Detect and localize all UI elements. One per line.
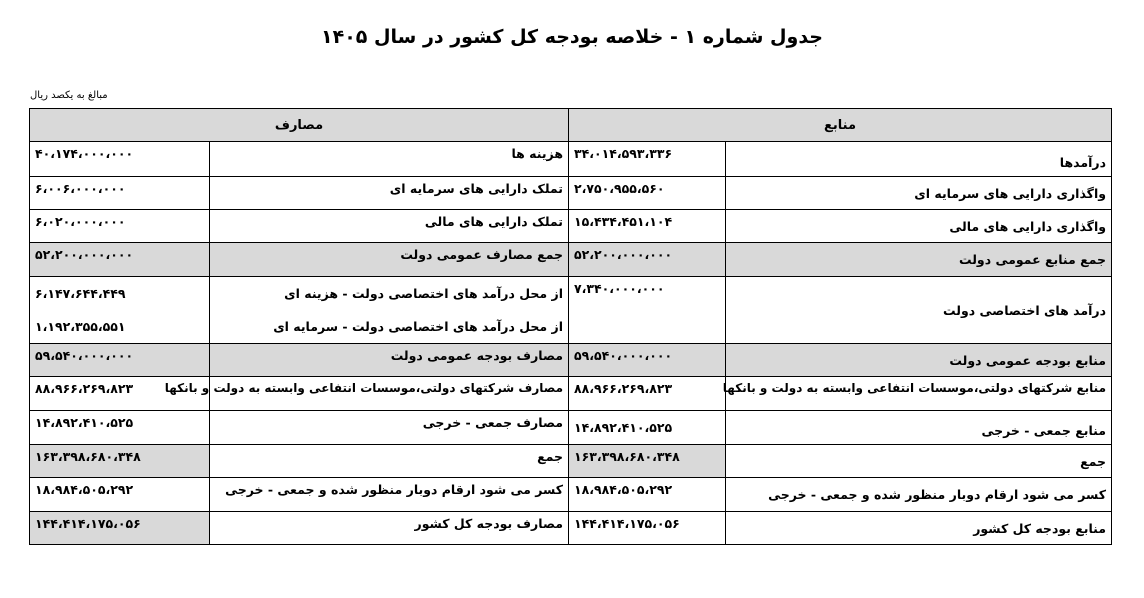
expense-value: ۸۸،۹۶۶،۲۶۹،۸۲۳ [30,377,210,411]
resources-header: منابع [569,109,1112,142]
expense-label: کسر می شود ارقام دوبار منظور شده و جمعی - خرجی [210,478,569,512]
expense-value: ۱۴۴،۴۱۴،۱۷۵،۰۵۶ [30,512,210,545]
resource-label: درآمد های اختصاصی دولت [726,277,1112,344]
expense-value: ۱۸،۹۸۴،۵۰۵،۲۹۲ [30,478,210,512]
expense-label: از محل درآمد های اختصاصی دولت - سرمایه ای [210,310,569,344]
resource-label: منابع بودجه عمومی دولت [726,344,1112,377]
resource-value: ۱۴۴،۴۱۴،۱۷۵،۰۵۶ [569,512,726,545]
expense-label: جمع [210,445,569,478]
resource-value: ۱۵،۴۳۴،۴۵۱،۱۰۴ [569,210,726,243]
expense-label: هزینه ها [210,142,569,177]
total-row [30,445,1112,478]
expense-label: تملک دارایی های مالی [210,210,569,243]
table-row [30,377,1112,411]
subtotal-row [30,243,1112,277]
resource-value: ۷،۳۴۰،۰۰۰،۰۰۰ [569,277,726,344]
unit-note: مبالغ به یکصد ریال [30,90,108,101]
resource-value: ۱۴،۸۹۲،۴۱۰،۵۲۵ [569,411,726,445]
table-header-row [30,109,1112,142]
table-row [30,142,1112,177]
resource-value: ۵۹،۵۴۰،۰۰۰،۰۰۰ [569,344,726,377]
resource-label: منابع جمعی - خرجی [726,411,1112,445]
expense-value: ۵۲،۲۰۰،۰۰۰،۰۰۰ [30,243,210,277]
expense-label: جمع مصارف عمومی دولت [210,243,569,277]
expense-label: مصارف جمعی - خرجی [210,411,569,445]
grand-total-row [30,512,1112,545]
table-row [30,177,1112,210]
special-revenue-row [30,277,1112,310]
expense-value: ۱۴،۸۹۲،۴۱۰،۵۲۵ [30,411,210,445]
expense-label: مصارف بودجه عمومی دولت [210,344,569,377]
table-row [30,478,1112,512]
expenses-header: مصارف [30,109,569,142]
expense-value: ۶،۰۲۰،۰۰۰،۰۰۰ [30,210,210,243]
resource-label: منابع شرکتهای دولتی،موسسات انتفاعی وابسته به دولت و بانکها [726,377,1112,411]
resource-value: ۳۴،۰۱۴،۵۹۳،۳۳۶ [569,142,726,177]
resource-value: ۸۸،۹۶۶،۲۶۹،۸۲۳ [569,377,726,411]
resource-label: واگذاری دارایی های سرمایه ای [726,177,1112,210]
page-title: جدول شماره ۱ - خلاصه بودجه کل کشور در سال ۱۴۰۵ [321,26,823,48]
table-row [30,210,1112,243]
expense-label: از محل درآمد های اختصاصی دولت - هزینه ای [210,277,569,310]
resource-value: ۲،۷۵۰،۹۵۵،۵۶۰ [569,177,726,210]
resource-value: ۱۸،۹۸۴،۵۰۵،۲۹۲ [569,478,726,512]
resource-label: جمع [726,445,1112,478]
resource-label: جمع منابع عمومی دولت [726,243,1112,277]
subtotal-row [30,344,1112,377]
resource-label: واگذاری دارایی های مالی [726,210,1112,243]
expense-value: ۵۹،۵۴۰،۰۰۰،۰۰۰ [30,344,210,377]
resource-label: منابع بودجه کل کشور [726,512,1112,545]
resource-label: درآمدها [726,142,1112,177]
expense-label: تملک دارایی های سرمایه ای [210,177,569,210]
budget-summary-table [29,108,1112,545]
expense-label: مصارف بودجه کل کشور [210,512,569,545]
expense-value: ۱،۱۹۲،۳۵۵،۵۵۱ [30,310,210,344]
expense-value: ۱۶۳،۳۹۸،۶۸۰،۳۴۸ [30,445,210,478]
table-row [30,411,1112,445]
resource-value: ۱۶۳،۳۹۸،۶۸۰،۳۴۸ [569,445,726,478]
resource-value: ۵۲،۲۰۰،۰۰۰،۰۰۰ [569,243,726,277]
expense-label: مصارف شرکتهای دولتی،موسسات انتفاعی وابسته به دولت و بانکها [210,377,569,411]
expense-value: ۶،۱۴۷،۶۴۴،۴۴۹ [30,277,210,310]
expense-value: ۴۰،۱۷۴،۰۰۰،۰۰۰ [30,142,210,177]
expense-value: ۶،۰۰۶،۰۰۰،۰۰۰ [30,177,210,210]
resource-label: کسر می شود ارقام دوبار منظور شده و جمعی - خرجی [726,478,1112,512]
